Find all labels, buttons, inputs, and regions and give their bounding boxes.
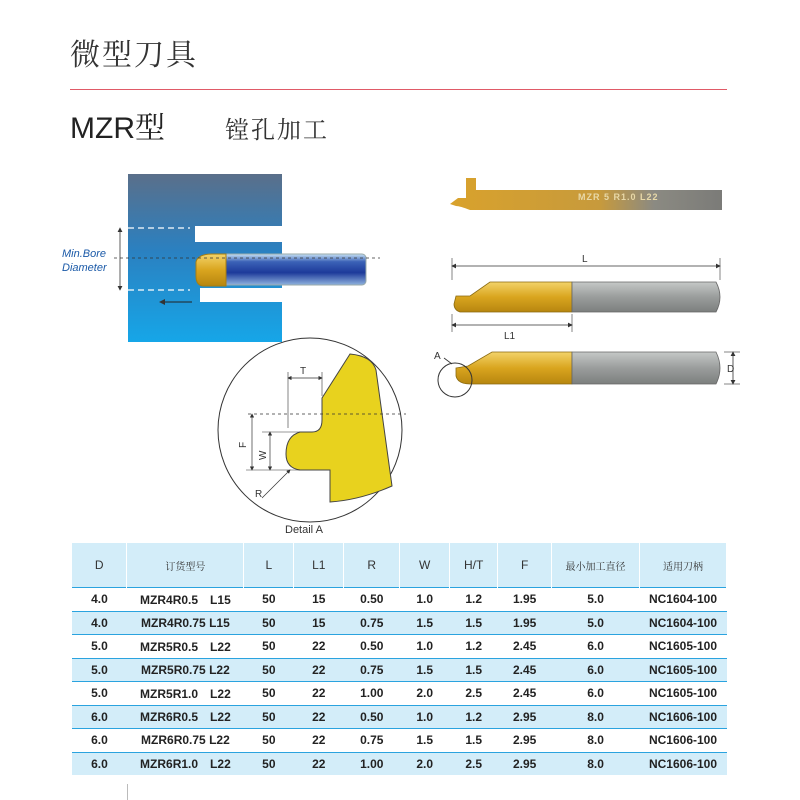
table-cell: 0.50: [360, 592, 384, 607]
table-cell: 0.75: [360, 662, 384, 677]
page-title: 微型刀具: [70, 38, 198, 73]
table-cell: 2.45: [512, 662, 537, 677]
table-cell: 0.75: [360, 733, 384, 748]
spec-table: [72, 543, 727, 775]
dim-l-label: L: [582, 254, 588, 265]
table-cell: 15: [312, 592, 326, 607]
table-cell: 1.5: [416, 615, 434, 630]
dim-t-label: T: [300, 366, 307, 377]
table-cell: 1.2: [465, 639, 482, 654]
table-cell: NC1605-100: [648, 662, 718, 677]
table-cell: 2.5: [465, 756, 482, 771]
table-cell: 2.95: [512, 709, 537, 724]
tool-side-view: [452, 258, 720, 332]
detail-caption: Detail A: [285, 524, 323, 536]
table-cell: 1.5: [465, 733, 482, 748]
table-cell: 6.0: [91, 709, 108, 724]
table-row: [72, 682, 727, 706]
table-cell: 50: [262, 733, 276, 748]
bore-label-line1: Min.Bore: [62, 248, 107, 260]
bore-label-line2: Diameter: [62, 262, 107, 274]
table-cell: 6.0: [587, 686, 604, 701]
header-cell: 最小加工直径: [552, 543, 640, 588]
table-cell: 0.75: [360, 615, 384, 630]
table-cell: 50: [262, 639, 276, 654]
header-cell: D: [72, 543, 127, 588]
header-cell: R: [344, 543, 400, 588]
table-cell: NC1606-100: [648, 733, 718, 748]
header-cell: 订货型号: [127, 543, 244, 588]
dim-d-label: D: [727, 364, 735, 375]
table-row: [72, 705, 727, 729]
header-cell: 适用刀柄: [640, 543, 727, 588]
table-cell: 2.5: [465, 686, 482, 701]
table-cell: 2.95: [512, 756, 537, 771]
table-cell: 0.50: [360, 709, 384, 724]
table-cell: 1.5: [465, 662, 482, 677]
table-cell: 1.5: [416, 733, 434, 748]
table-cell: 22: [312, 756, 326, 771]
table-cell: 50: [262, 756, 276, 771]
tool-top-view: [438, 352, 740, 397]
table-row: [72, 729, 727, 753]
table-cell: MZR4R0.5 L15: [140, 592, 231, 607]
header-cell: F: [498, 543, 552, 588]
table-cell: 1.00: [360, 686, 384, 701]
dim-r-label: R: [255, 489, 263, 500]
table-cell: 8.0: [587, 733, 604, 748]
table-cell: 1.95: [512, 592, 537, 607]
table-cell: 5.0: [91, 662, 108, 677]
table-cell: MZR5R0.75 L22: [141, 662, 230, 677]
dim-a-label: A: [434, 351, 441, 362]
table-cell: 2.95: [512, 733, 537, 748]
table-row: [72, 752, 727, 775]
table-cell: 1.00: [360, 756, 384, 771]
table-cell: 2.45: [512, 639, 537, 654]
table-cell: 6.0: [587, 662, 604, 677]
table-cell: 15: [312, 615, 326, 630]
table-cell: MZR6R0.5 L22: [140, 710, 231, 725]
table-cell: 5.0: [91, 686, 108, 701]
table-cell: 5.0: [91, 639, 108, 654]
table-cell: MZR5R0.5 L22: [140, 639, 231, 654]
table-cell: 5.0: [587, 592, 604, 607]
page-subtitle: 镗孔加工: [225, 116, 329, 144]
header-cell: W: [400, 543, 450, 588]
table-cell: NC1606-100: [648, 709, 718, 724]
dim-f-label: F: [238, 441, 249, 448]
table-cell: 1.2: [465, 709, 482, 724]
table-cell: 50: [262, 686, 276, 701]
table-cell: 6.0: [91, 733, 108, 748]
table-cell: MZR5R1.0 L22: [140, 686, 231, 701]
table-cell: 50: [262, 709, 276, 724]
table-cell: 8.0: [587, 756, 604, 771]
table-cell: 6.0: [587, 639, 604, 654]
table-cell: NC1605-100: [648, 639, 718, 654]
table-cell: NC1604-100: [648, 592, 718, 607]
table-cell: 6.0: [91, 756, 108, 771]
table-cell: 4.0: [91, 592, 108, 607]
table-cell: 1.0: [416, 709, 434, 724]
table-row: [72, 611, 727, 635]
type-name: MZR型: [70, 112, 165, 145]
table-cell: NC1606-100: [648, 756, 718, 771]
table-cell: 1.5: [416, 662, 434, 677]
table-cell: 2.45: [512, 686, 537, 701]
table-header-row: [72, 543, 727, 588]
header-cell: H/T: [450, 543, 498, 588]
table-cell: 4.0: [91, 615, 108, 630]
tool-marking: MZR 5 R1.0 L22: [578, 192, 659, 202]
header-cell: L: [244, 543, 294, 588]
table-cell: NC1605-100: [648, 686, 718, 701]
table-cell: 1.2: [465, 592, 482, 607]
detail-a-view: [218, 338, 406, 522]
tool-photo: [450, 178, 722, 210]
table-cell: 50: [262, 592, 276, 607]
table-row: [72, 635, 727, 659]
table-cell: 2.0: [416, 686, 434, 701]
dim-w-label: W: [258, 450, 269, 460]
table-cell: 22: [312, 709, 326, 724]
table-cell: 50: [262, 615, 276, 630]
table-cell: NC1604-100: [648, 615, 718, 630]
table-cell: 0.50: [360, 639, 384, 654]
table-cell: 22: [312, 639, 326, 654]
table-cell: 1.5: [465, 615, 482, 630]
table-row: [72, 588, 727, 612]
table-cell: MZR6R1.0 L22: [140, 757, 231, 772]
table-cell: 22: [312, 733, 326, 748]
table-cell: 5.0: [587, 615, 604, 630]
table-tail: [127, 784, 728, 800]
table-cell: 2.0: [416, 756, 434, 771]
header-cell: L1: [294, 543, 344, 588]
table-row: [72, 658, 727, 682]
table-cell: 1.95: [512, 615, 537, 630]
table-cell: 22: [312, 686, 326, 701]
table-cell: 1.0: [416, 592, 434, 607]
dim-l1-label: L1: [504, 331, 516, 342]
table-cell: 1.0: [416, 639, 434, 654]
table-cell: 22: [312, 662, 326, 677]
table-cell: 8.0: [587, 709, 604, 724]
table-cell: MZR6R0.75 L22: [141, 733, 230, 748]
table-cell: 50: [262, 662, 276, 677]
table-cell: MZR4R0.75 L15: [141, 615, 230, 630]
